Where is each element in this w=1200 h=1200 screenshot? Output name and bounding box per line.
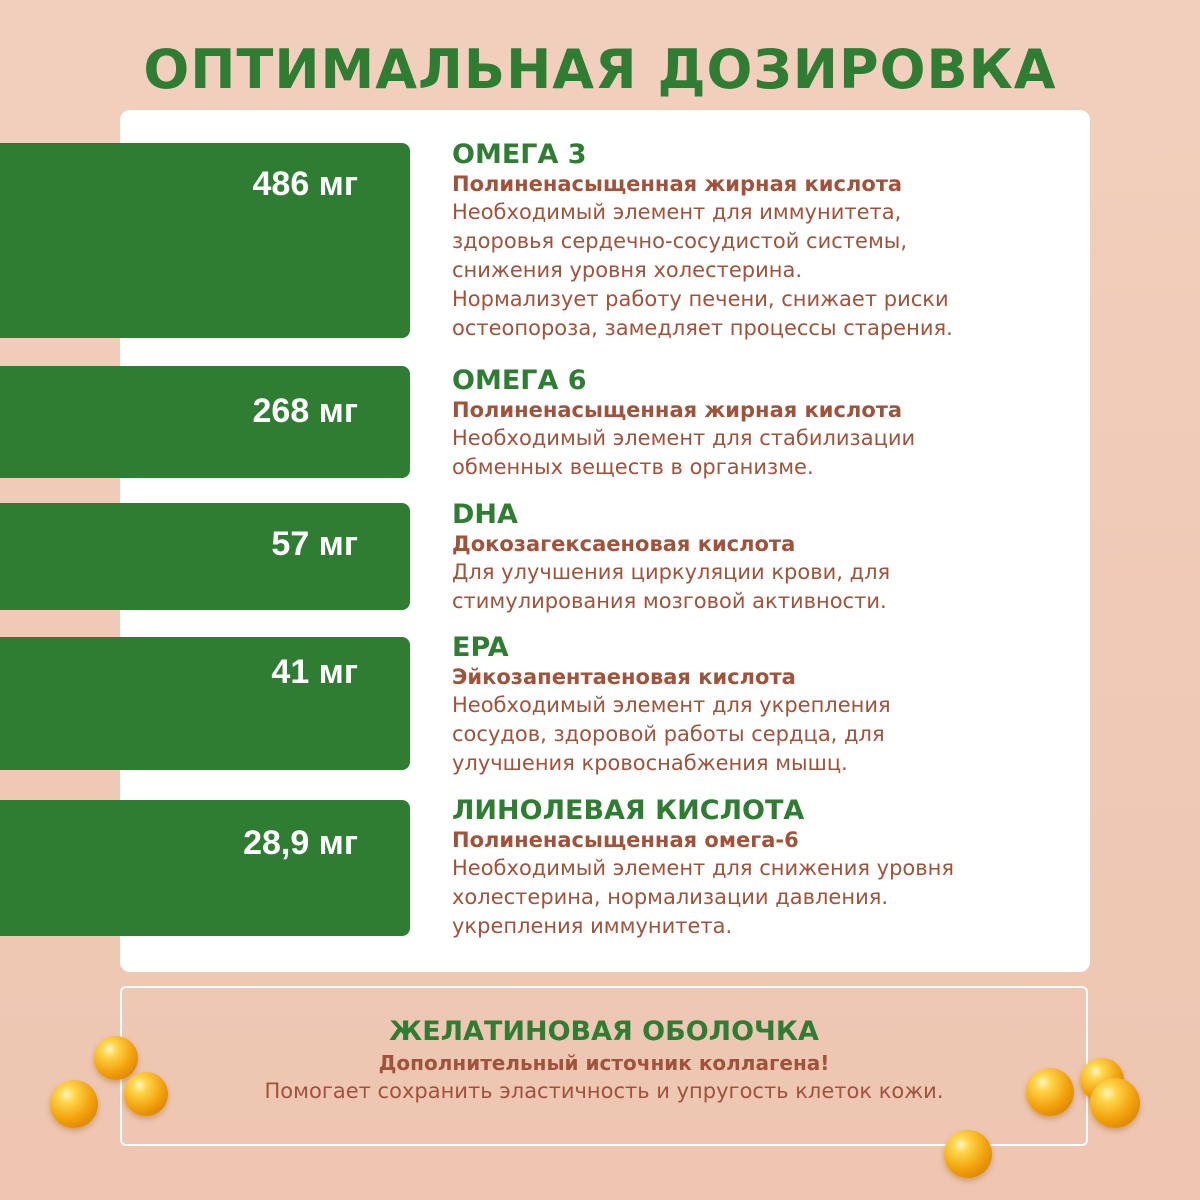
page-title: ОПТИМАЛЬНАЯ ДОЗИРОВКА bbox=[143, 38, 1057, 101]
gelatin-shell-box bbox=[120, 986, 1088, 1146]
nutrient-description: Необходимый элемент для укрепления сосудов, здоровой работы сердца, для улучшения кровоснабжения мышц. bbox=[452, 693, 891, 775]
nutrient-info-linoleic-acid bbox=[452, 796, 1072, 941]
nutrient-subtitle: Докозагексаеновая кислота bbox=[452, 532, 796, 556]
nutrient-description: Необходимый элемент для иммунитета, здоровья сердечно-сосудистой системы, снижения уровня холестерина. Нормализует работу печени, снижает риски остеопороза, замедляет процессы старения. bbox=[452, 200, 953, 340]
dose-bar-linoleic-acid bbox=[0, 800, 410, 936]
capsule-icon bbox=[124, 1072, 168, 1116]
nutrient-title: ОМЕГА 6 bbox=[452, 365, 587, 396]
dose-value: 268 мг bbox=[252, 392, 358, 430]
nutrient-subtitle: Полиненасыщенная жирная кислота bbox=[452, 398, 903, 422]
footer-title: ЖЕЛАТИНОВАЯ ОБОЛОЧКА bbox=[389, 1016, 819, 1047]
dose-value: 41 мг bbox=[271, 653, 358, 691]
capsule-icon bbox=[1090, 1078, 1140, 1128]
footer-subtitle: Дополнительный источник коллагена! bbox=[378, 1051, 830, 1075]
dose-bar-omega-6 bbox=[0, 366, 410, 478]
nutrient-title: ЛИНОЛЕВАЯ КИСЛОТА bbox=[452, 795, 805, 826]
nutrient-subtitle: Полиненасыщенная омега-6 bbox=[452, 828, 799, 852]
dose-bar-epa bbox=[0, 637, 410, 770]
dose-value: 486 мг bbox=[252, 165, 358, 203]
capsule-icon bbox=[50, 1080, 98, 1128]
nutrient-title: ОМЕГА 3 bbox=[452, 139, 587, 170]
nutrient-subtitle: Полиненасыщенная жирная кислота bbox=[452, 172, 903, 196]
nutrient-subtitle: Эйкозапентаеновая кислота bbox=[452, 665, 796, 689]
nutrient-description: Для улучшения циркуляции крови, для стимулирования мозговой активности. bbox=[452, 560, 891, 613]
nutrient-info-epa bbox=[452, 633, 1072, 778]
nutrient-info-omega-3 bbox=[452, 140, 1072, 343]
nutrient-title: DHA bbox=[452, 499, 518, 530]
dose-value: 28,9 мг bbox=[243, 824, 358, 862]
capsule-icon bbox=[1026, 1068, 1074, 1116]
capsule-icon bbox=[94, 1036, 138, 1080]
nutrient-description: Необходимый элемент для стабилизации обменных веществ в организме. bbox=[452, 426, 916, 479]
capsule-icon bbox=[944, 1130, 992, 1178]
nutrient-title: EPA bbox=[452, 632, 509, 663]
dose-bar-omega-3 bbox=[0, 143, 410, 338]
nutrient-description: Необходимый элемент для снижения уровня холестерина, нормализации давления. укрепления иммунитета. bbox=[452, 856, 955, 938]
dose-value: 57 мг bbox=[271, 525, 358, 563]
footer-description: Помогает сохранить эластичность и упругость клеток кожи. bbox=[264, 1079, 944, 1103]
nutrient-info-omega-6 bbox=[452, 366, 1072, 482]
nutrient-info-dha bbox=[452, 500, 1072, 616]
dose-bar-dha bbox=[0, 503, 410, 610]
